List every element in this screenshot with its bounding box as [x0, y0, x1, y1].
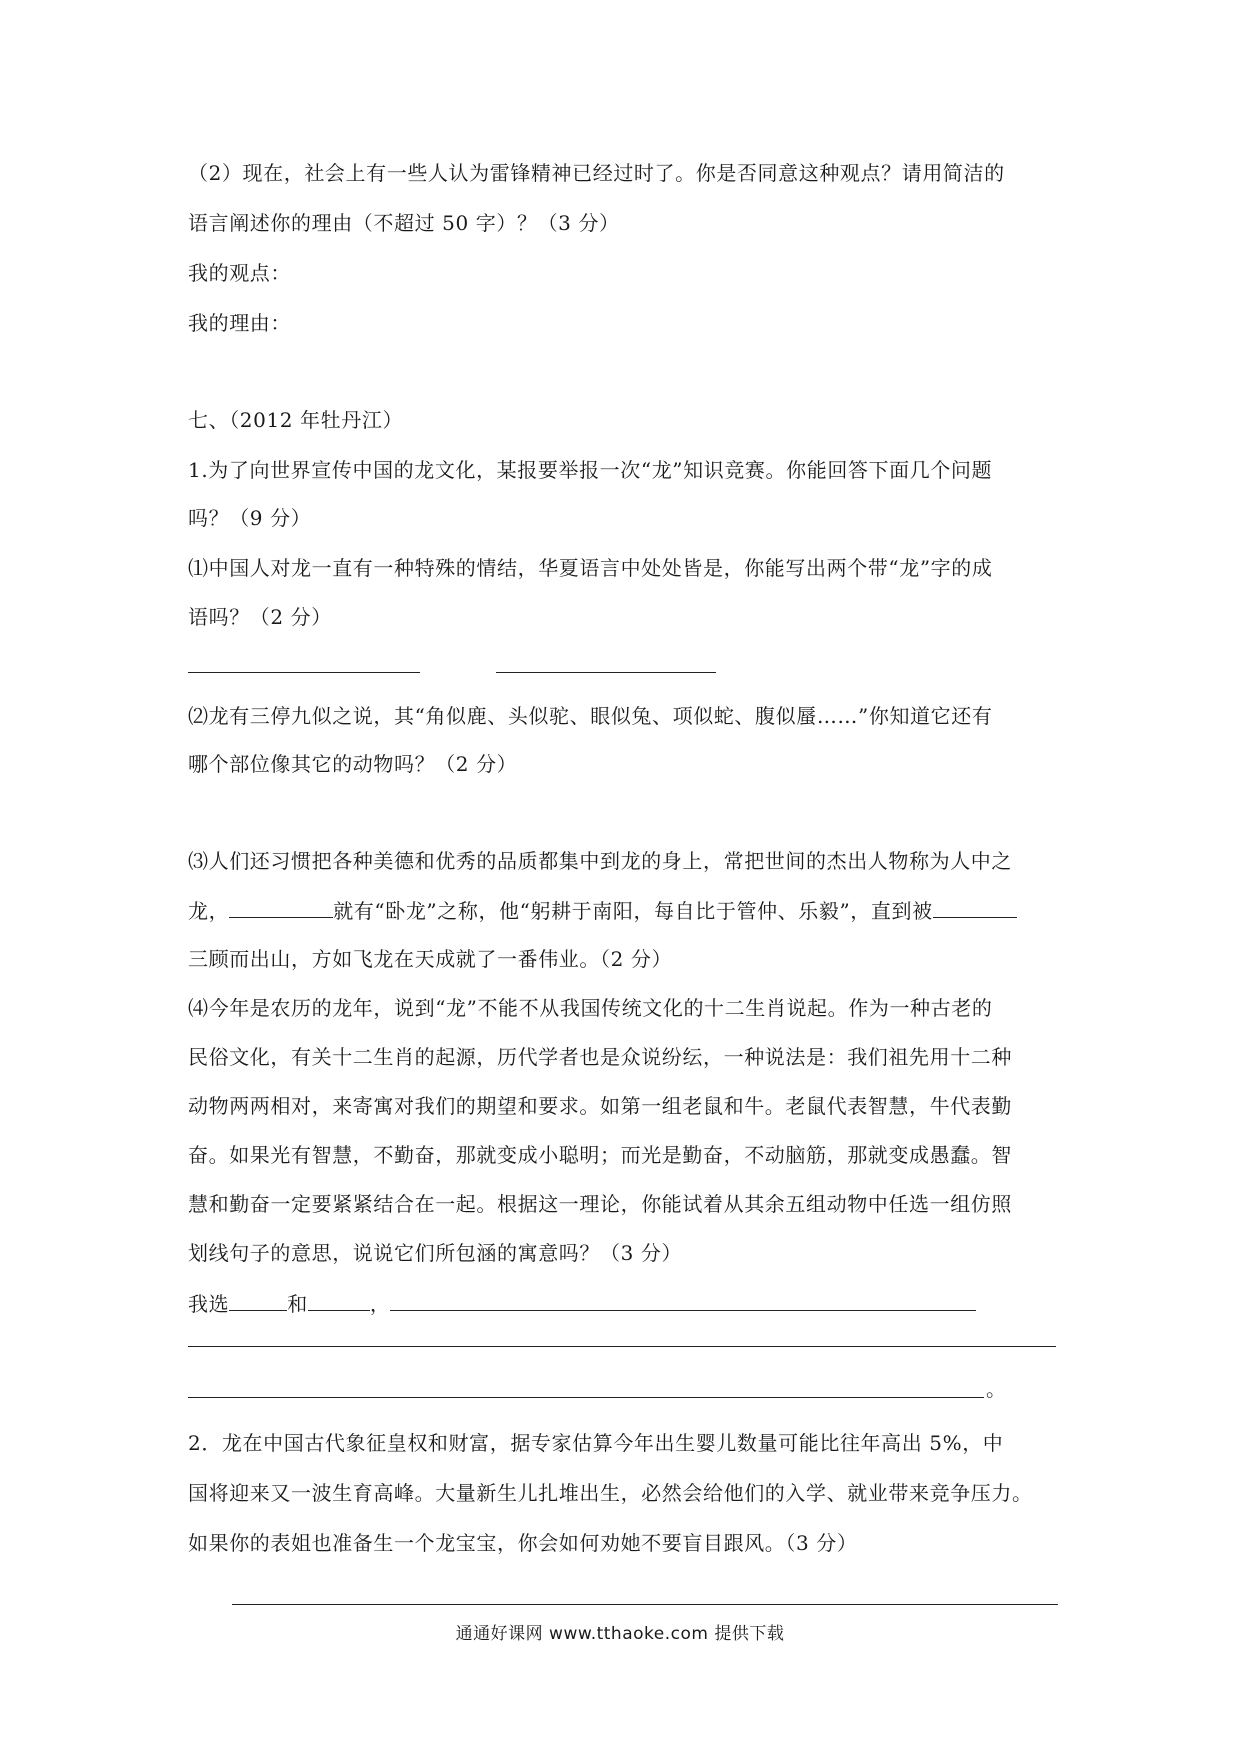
- sub3-text-b: 就有“卧龙”之称，他“躬耕于南阳，每自比于管仲、乐毅”，直到被: [333, 899, 933, 923]
- sub2-line-2: 哪个部位像其它的动物吗？（2 分）: [188, 752, 518, 776]
- answer-blank-meaning[interactable]: [390, 1288, 976, 1311]
- sub4-line-6: 划线句子的意思，说说它们所包涵的寓意吗？（3 分）: [188, 1241, 683, 1265]
- sub4-line-4: 奋。如果光有智慧，不勤奋，那就变成小聪明；而光是勤奋，不动脑筋，那就变成愚蠢。智: [188, 1143, 1012, 1167]
- sub4-line-5: 慧和勤奋一定要紧紧结合在一起。根据这一理论，你能试着从其余五组动物中任选一组仿照: [188, 1192, 1012, 1216]
- q7-2-line-2: 国将迎来又一波生育高峰。大量新生儿扎堆出生，必然会给他们的入学、就业带来竞争压力。: [188, 1481, 1033, 1505]
- q6-2-line-1: （2）现在，社会上有一些人认为雷锋精神已经过时了。你是否同意这种观点？请用简洁的: [188, 161, 1005, 185]
- answer-blank-visitor[interactable]: [933, 895, 1017, 918]
- sub4-line-2: 民俗文化，有关十二生肖的起源，历代学者也是众说纷纭，一种说法是：我们祖先用十二种: [188, 1045, 1012, 1069]
- my-reason-label: 我的理由：: [188, 311, 291, 335]
- q7-1-line-1: 1.为了向世界宣传中国的龙文化，某报要举报一次“龙”知识竞赛。你能回答下面几个问题: [188, 458, 993, 482]
- q7-2-line-3: 如果你的表姐也准备生一个龙宝宝，你会如何劝她不要盲目跟风。（3 分）: [188, 1531, 858, 1555]
- sub3-line-1: ⑶人们还习惯把各种美德和优秀的品质都集中到龙的身上，常把世间的杰出人物称为人中之: [188, 849, 1012, 873]
- answer-choice-line: [188, 1288, 1058, 1319]
- sub2-line-1: ⑵龙有三停九似之说，其“角似鹿、头似驼、眼似兔、项似蛇、腹似蜃……”你知道它还有: [188, 704, 993, 728]
- answer-blank-animal-2[interactable]: [308, 1288, 370, 1311]
- q7-1-line-2: 吗？（9 分）: [188, 506, 312, 530]
- sub1-line-1: ⑴中国人对龙一直有一种特殊的情结，华夏语言中处处皆是，你能写出两个带“龙”字的成: [188, 556, 993, 580]
- comma-label: ，: [369, 1292, 391, 1316]
- sub3-line-3: 三顾而出山，方如飞龙在天成就了一番伟业。（2 分）: [188, 947, 673, 971]
- answer-blank-person[interactable]: [229, 895, 333, 918]
- q6-2-line-2: 语言阐述你的理由（不超过 50 字）？（3 分）: [188, 211, 620, 235]
- answer-line-3[interactable]: [188, 1397, 984, 1398]
- answer-blank-idiom-1[interactable]: [188, 672, 420, 673]
- sub4-line-3: 动物两两相对，来寄寓对我们的期望和要求。如第一组老鼠和牛。老鼠代表智慧，牛代表勤: [188, 1094, 1012, 1118]
- answer-line-2[interactable]: [188, 1346, 1056, 1347]
- sub1-line-2: 语吗？（2 分）: [188, 605, 332, 629]
- sub3-line-2: [188, 895, 1058, 926]
- answer-blank-animal-1[interactable]: [229, 1288, 287, 1311]
- and-label: 和: [287, 1292, 308, 1316]
- footer-credit: 通通好课网 www.tthaoke.com 提供下载: [455, 1624, 785, 1644]
- choose-label: 我选: [188, 1292, 230, 1316]
- footer-divider: [232, 1604, 1058, 1605]
- sub4-line-1: ⑷今年是农历的龙年，说到“龙”不能不从我国传统文化的十二生肖说起。作为一种古老的: [188, 996, 993, 1020]
- answer-blank-idiom-2[interactable]: [496, 672, 716, 673]
- end-period: 。: [986, 1377, 1007, 1401]
- q7-2-line-1: 2．龙在中国古代象征皇权和财富，据专家估算今年出生婴儿数量可能比往年高出 5%，中: [188, 1431, 1004, 1455]
- sub3-text-a: 龙，: [188, 899, 230, 923]
- my-opinion-label: 我的观点：: [188, 261, 291, 285]
- section-7-heading: 七、（2012 年牡丹江）: [188, 408, 404, 432]
